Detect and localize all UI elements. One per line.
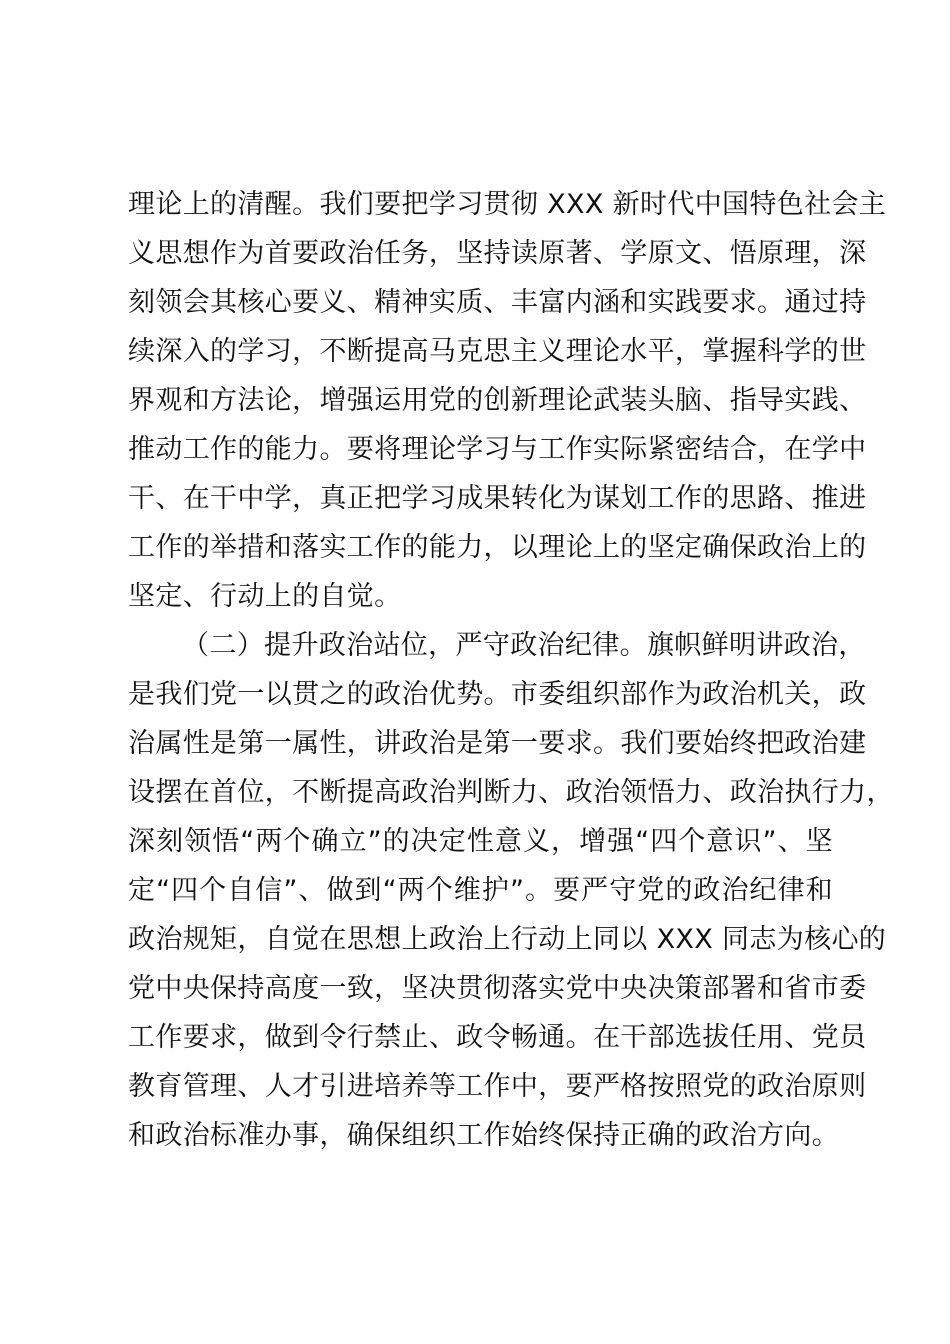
text-line: 义思想作为首要政治任务，坚持读原著、学原文、悟原理，深 xyxy=(128,238,867,269)
text-line: 刻领会其核心要义、精神实质、丰富内涵和实践要求。通过持 xyxy=(128,287,867,318)
text-line: 深刻领悟“两个确立”的决定性意义，增强“四个意识”、坚 xyxy=(128,826,833,857)
text-line: 工作的举措和落实工作的能力，以理论上的坚定确保政治上的 xyxy=(128,532,867,563)
body-text xyxy=(128,180,894,1160)
text-line: 党中央保持高度一致，坚决贯彻落实党中央决策部署和省市委 xyxy=(128,973,867,1004)
text-line: 界观和方法论，增强运用党的创新理论武装头脑、指导实践、 xyxy=(128,385,867,416)
section-heading-line: （二）提升政治站位，严守政治纪律。旗帜鲜明讲政治， xyxy=(182,630,866,661)
text-line: 政治规矩，自觉在思想上政治上行动上同以 XXX 同志为核心的 xyxy=(128,924,887,955)
text-line: 干、在干中学，真正把学习成果转化为谋划工作的思路、推进 xyxy=(128,483,867,514)
text-line: 理论上的清醒。我们要把学习贯彻 XXX 新时代中国特色社会主 xyxy=(128,189,887,220)
text-line: 是我们党一以贯之的政治优势。市委组织部作为政治机关，政 xyxy=(128,679,867,710)
text-line: 教育管理、人才引进培养等工作中，要严格按照党的政治原则 xyxy=(128,1071,867,1102)
text-line: 坚定、行动上的自觉。 xyxy=(128,581,402,612)
text-line: 续深入的学习，不断提高马克思主义理论水平，掌握科学的世 xyxy=(128,336,867,367)
text-line: 设摆在首位，不断提高政治判断力、政治领悟力、政治执行力， xyxy=(128,777,894,808)
text-line: 治属性是第一属性，讲政治是第一要求。我们要始终把政治建 xyxy=(128,728,867,759)
text-line: 工作要求，做到令行禁止、政令畅通。在干部选拔任用、党员 xyxy=(128,1022,867,1053)
text-line: 定“四个自信”、做到“两个维护”。要严守党的政治纪律和 xyxy=(128,875,833,906)
text-line: 推动工作的能力。要将理论学习与工作实际紧密结合，在学中 xyxy=(128,434,867,465)
text-line: 和政治标准办事，确保组织工作始终保持正确的政治方向。 xyxy=(128,1120,840,1151)
